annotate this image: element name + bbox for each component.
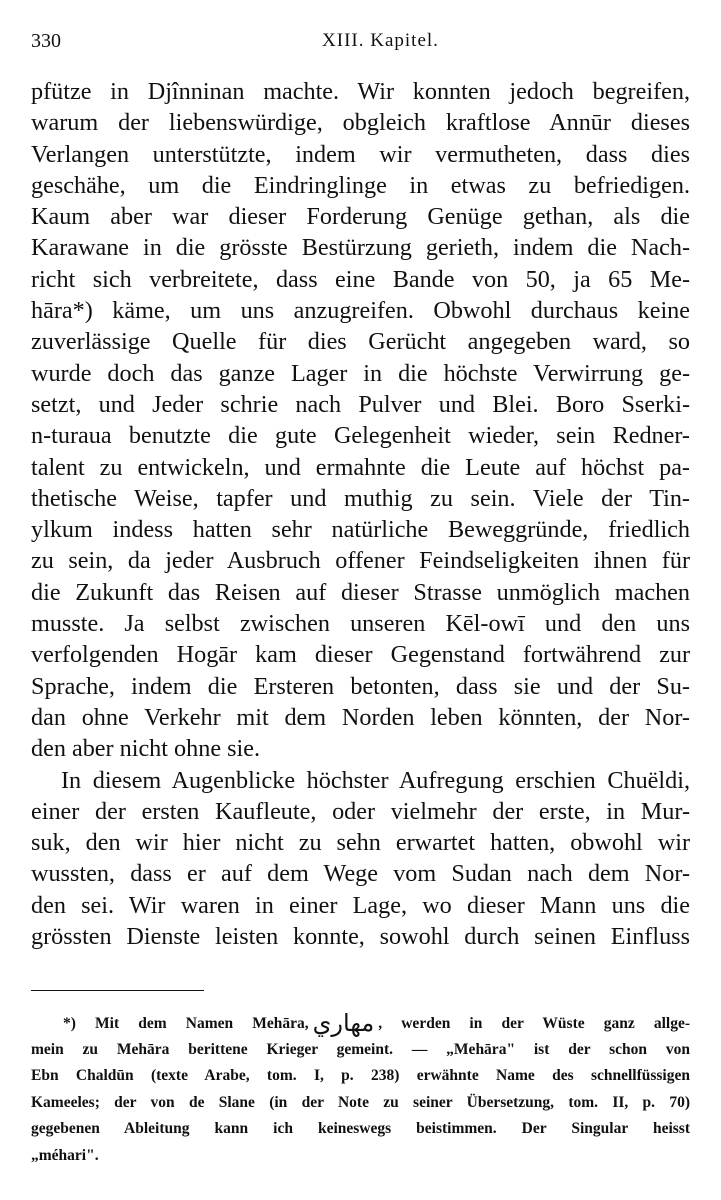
text-line: wussten, dass er auf dem Wege vom Sudan nach dem Nor- (31, 860, 690, 888)
text-line: den sei. Wir waren in einer Lage, wo dieser Mann uns die (31, 891, 690, 919)
text-line: zuverlässige Quelle für dies Gerücht angegeben ward, so (31, 328, 690, 356)
footnote-line: Ebn Chaldūn (texte Arabe, tom. I, p. 238) erwähnte Name des schnellfüssigen (31, 1067, 690, 1084)
footnote-text: , werden in der Wüste ganz allge- (378, 1015, 690, 1032)
text-line: Kaum aber war dieser Forderung Genüge gethan, als die (31, 203, 690, 231)
text-line: thetische Weise, tapfer und muthig zu sein. Viele der Tin- (31, 484, 690, 512)
text-line: Sprache, indem die Ersteren betonten, dass sie und der Su- (31, 672, 690, 700)
footnote-line: gegebenen Ableitung kann ich keineswegs beistimmen. Der Singular heisst (31, 1120, 690, 1137)
footnote-line (31, 1010, 690, 1037)
footnote (31, 1010, 690, 1169)
text-line: zu sein, da jeder Ausbruch offener Feindseligkeiten ihnen für (31, 547, 690, 575)
text-line: pfütze in Djînninan machte. Wir konnten jedoch begreifen, (31, 78, 690, 105)
main-text (31, 76, 690, 952)
text-line: Karawane in die grösste Bestürzung gerieth, indem die Nach- (31, 234, 690, 262)
footnote-line: mein zu Mehāra berittene Krieger gemeint. — „Mehāra" ist der schon von (31, 1040, 690, 1058)
text-line: dan ohne Verkehr mit dem Norden leben könnten, der Nor- (31, 703, 690, 731)
footnote-divider (31, 990, 204, 991)
text-line: setzt, und Jeder schrie nach Pulver und Blei. Boro Sserki- (31, 390, 690, 418)
running-title: XIII. Kapitel. (322, 30, 439, 51)
text-line: talent zu entwickeln, und ermahnte die Leute auf höchst pa- (31, 453, 690, 481)
arabic-word: مهاري (312, 1009, 375, 1037)
text-line: hāra*) käme, um uns anzugreifen. Obwohl durchaus keine (31, 297, 690, 325)
text-line: richt sich verbreitete, dass eine Bande von 50, ja 65 Me- (31, 265, 690, 293)
text-line: geschähe, um die Eindringlinge in etwas zu befriedigen. (31, 171, 690, 199)
page-number: 330 (31, 30, 61, 52)
text-line: Verlangen unterstützte, indem wir vermutheten, dass dies (31, 140, 690, 168)
text-line: warum der liebenswürdige, obgleich kraftlose Annūr dieses (31, 109, 690, 137)
page-header (31, 30, 690, 60)
text-line: wurde doch das ganze Lager in die höchste Verwirrung ge- (31, 359, 690, 387)
text-line: ylkum indess hatten sehr natürliche Beweggründe, friedlich (31, 516, 690, 544)
text-line: n-turaua benutzte die gute Gelegenheit wieder, sein Redner- (31, 422, 690, 450)
text-line: verfolgenden Hogār kam dieser Gegenstand fortwährend zur (31, 641, 690, 669)
text-line: den aber nicht ohne sie. (31, 735, 261, 763)
text-line: die Zukunft das Reisen auf dieser Strasse unmöglich machen (31, 578, 690, 606)
text-line: einer der ersten Kaufleute, oder vielmehr der erste, in Mur- (31, 797, 690, 825)
text-line: grössten Dienste leisten konnte, sowohl durch seinen Einfluss (31, 923, 690, 951)
text-line: In diesem Augenblicke höchster Aufregung erschien Chuëldi, (61, 766, 690, 794)
footnote-text: *) Mit dem Namen Mehāra, (63, 1015, 309, 1032)
footnote-line: Kameeles; der von de Slane (in der Note zu seiner Übersetzung, tom. II, p. 70) (31, 1093, 690, 1111)
text-line: suk, den wir hier nicht zu sehn erwartet hatten, obwohl wir (31, 829, 690, 857)
text-line: musste. Ja selbst zwischen unseren Kēl-owī und den uns (31, 610, 690, 638)
footnote-line: „méhari". (31, 1146, 99, 1164)
